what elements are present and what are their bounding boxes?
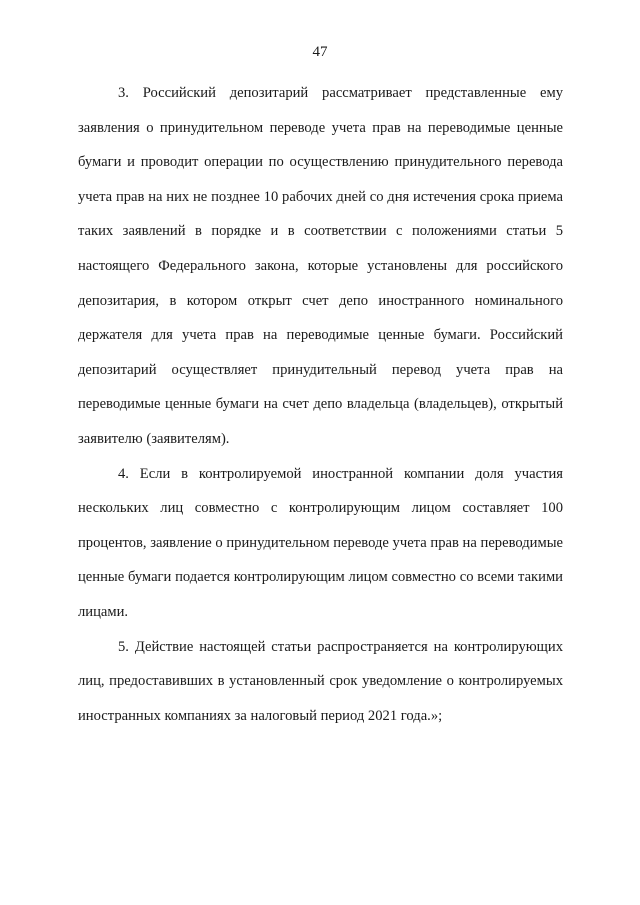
- paragraph-3: 3. Российский депозитарий рассматривает представленные ему заявления о принудительном переводе учета прав на переводимые ценные бумаги и проводит операции по осуществлению принудительного перевода учета прав на них не позднее 10 рабочих дней со дня истечения срока приема таких заявлений в порядке и в соответствии с положениями статьи 5 настоящего Федерального закона, которые установлены для российского депозитария, в котором открыт счет депо иностранного номинального держателя для учета прав на переводимые ценные бумаги. Российский депозитарий осуществляет принудительный перевод учета прав на переводимые ценные бумаги на счет депо владельца (владельцев), открытый заявителю (заявителям).: [78, 85, 563, 447]
- paragraph-4: 4. Если в контролируемой иностранной компании доля участия нескольких лиц совместно с контролирующим лицом составляет 100 процентов, заявление о принудительном переводе учета прав на переводимые ценные бумаги подается контролирующим лицом совместно со всеми такими лицами.: [78, 465, 563, 620]
- paragraph-5: 5. Действие настоящей статьи распространяется на контролирующих лиц, предоставивших в установленный срок уведомление о контролируемых иностранных компаниях за налоговый период 2021 года.»;: [78, 638, 563, 724]
- document-body: [78, 76, 563, 733]
- page-number: 47: [312, 44, 328, 60]
